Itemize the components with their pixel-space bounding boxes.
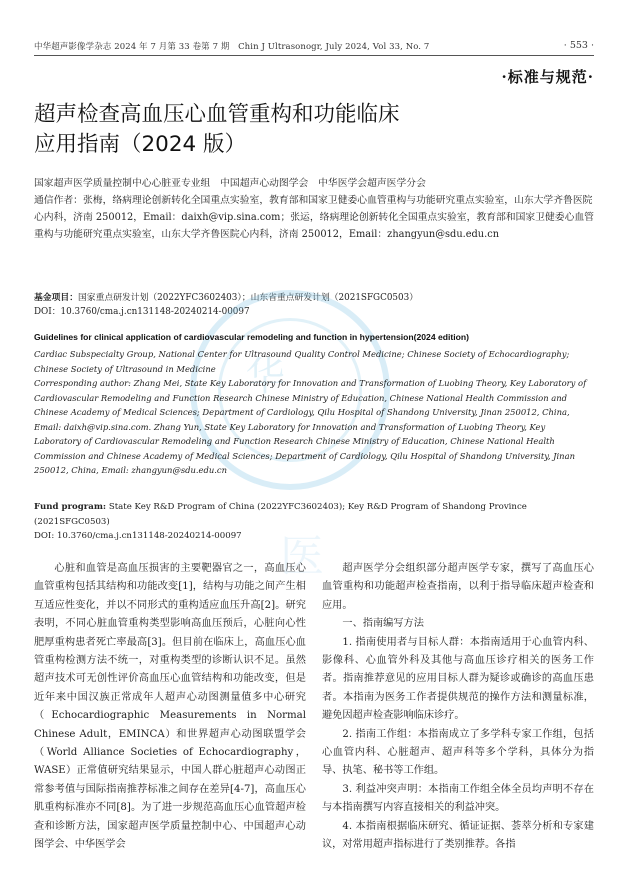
cn-fund: 国家重点研发计划（2022YFC3602403）；山东省重点研发计划（2021SFGC0503）	[78, 293, 419, 303]
cn-doi: DOI：10.3760/cma.j.cn131148-20240214-00097	[34, 307, 250, 317]
en-correspondence: Corresponding author: Zhang Mei, State Key Laboratory for Innovation and Transformation of Luobing Theory, Key Laboratory of Cardiovascular Remodeling and Function Research Chinese Ministry of Education, Chinese National Health Commission and Chinese Academy of Medical Sciences; Department of Cardiology, Qilu Hospital of Shandong University, Jinan 250012, China, Email: daixh@vip.sina.com. Zhang Yun, State Key Laboratory for Innovation and Transformation of Luobing Theory, Key Laboratory of Cardiovascular Remodeling and Function Research Chinese Ministry of Education, Chinese National Health Commission and Chinese Academy of Medical Sciences; Department of Cardiology, Qilu Hospital of Shandong University, Jinan 250012, China, Email: zhangyun@sdu.edu.cn	[34, 378, 587, 475]
header-rule	[34, 55, 594, 56]
body-paragraph: 3. 利益冲突声明：本指南工作组全体全员均声明不存在与本指南撰写内容直接相关的利益冲突。	[322, 783, 594, 814]
title-line-2: 应用指南（2024 版）	[34, 132, 247, 157]
watermark-glyph-2: 医	[280, 531, 324, 582]
body-paragraph: 4. 本指南根据临床研究、循证证据、荟萃分析和专家建议，对常用超声指标进行了类别推荐。各指	[322, 820, 594, 851]
en-author-block	[34, 347, 594, 478]
body-paragraph: 1. 指南使用者与目标人群：本指南适用于心血管内科、影像科、心血管外科及其他与高血压诊疗相关的医务工作者。指南推荐意见的应用目标人群为疑诊或确诊的高血压患者。本指南为医务工作者提供规范的操作方法和测量标准，避免因超声检查影响临床诊疗。	[322, 636, 594, 722]
body-column-right	[322, 560, 594, 855]
en-doi: DOI: 10.3760/cma.j.cn131148-20240214-00097	[34, 531, 242, 541]
body-paragraph: 超声医学分会组织部分超声医学专家，撰写了高血压心血管重构和功能超声检查指南，以利于指导临床超声检查和应用。	[322, 563, 594, 611]
article-title	[34, 100, 554, 160]
body-paragraph: 心脏和血管是高血压损害的主要靶器官之一，高血压心血管重构包括其结构和功能改变[1]，结构与功能之间产生相互适应性变化，并以不同形式的重构适应血压升高[2]。研究表明，不同心脏血管重构类型影响高血压预后，心脏向心性肥厚重构患者死亡率最高[3]。但目前在临床上，高血压心血管重构检测方法不统一，对重构类型的诊断认识不足。虽然超声技术可无创性评价高血压心血管结构和功能改变，但是近年来中国汉族正常成年人超声心动图测量值多中心研究（Echocardiographic Measurements in Normal Chinese Adult，EMINCA）和世界超声心动图联盟学会（World Alliance Societies of Echocardiography，WASE）正常值研究结果显示，中国人群心脏超声心动图正常参考值与国际指南推荐标准之间存在差异[4-7]，高血压心肌重构标准亦不同[8]。为了进一步规范高血压心血管超声检查和诊断方法，国家超声医学质量控制中心、中国超声心动图学会、中华医学会	[34, 563, 306, 851]
en-title: Guidelines for clinical application of cardiovascular remodeling and function in hypertension(2024 edition)	[34, 332, 470, 342]
page-number: · 553 ·	[563, 40, 594, 51]
cn-fund-label: 基金项目：	[34, 293, 78, 303]
body-paragraph: 2. 指南工作组：本指南成立了多学科专家工作组，包括心血管内科、心脏超声、超声科等多个学科，具体分为指导、执笔、秘书等工作组。	[322, 728, 594, 777]
cn-fund-block	[34, 291, 594, 319]
cn-correspondence: 通信作者：张梅，络病理论创新转化全国重点实验室，教育部和国家卫健委心血管重构与功能研究重点实验室，山东大学齐鲁医院心内科，济南 250012，Email：daixh@vip.sina.com；张运，络病理论创新转化全国重点实验室，教育部和国家卫健委心血管重构与功能研究重点实验室，山东大学齐鲁医院心内科，济南 250012，Email：zhangyun@sdu.edu.cn	[34, 195, 594, 240]
en-fund-block	[34, 500, 594, 544]
title-line-1: 超声检查高血压心血管重构和功能临床	[34, 102, 400, 127]
watermark-glyph: 华	[245, 354, 285, 400]
cn-authors: 国家超声医学质量控制中心心脏亚专业组 中国超声心动图学会 中华医学会超声医学分会	[34, 178, 426, 189]
running-head: 中华超声影像学杂志 2024 年 7 月第 33 卷第 7 期 Chin J Ultrasonogr, July 2024, Vol 33, No. 7	[34, 42, 430, 52]
en-fund-label: Fund program:	[34, 502, 107, 512]
body-column-left	[34, 560, 306, 855]
section-tag: ·标准与规范·	[501, 68, 594, 86]
en-authors: Cardiac Subspecialty Group, National Center for Ultrasound Quality Control Medicine; Chinese Society of Echocardiography; Chinese Society of Ultrasound in Medicine	[34, 349, 570, 374]
section-heading: 一、指南编写方法	[342, 618, 424, 630]
en-fund: State Key R&D Program of China (2022YFC3602403); Key R&D Program of Shandong Province (2021SFGC0503)	[34, 502, 527, 527]
cn-author-block	[34, 175, 594, 243]
